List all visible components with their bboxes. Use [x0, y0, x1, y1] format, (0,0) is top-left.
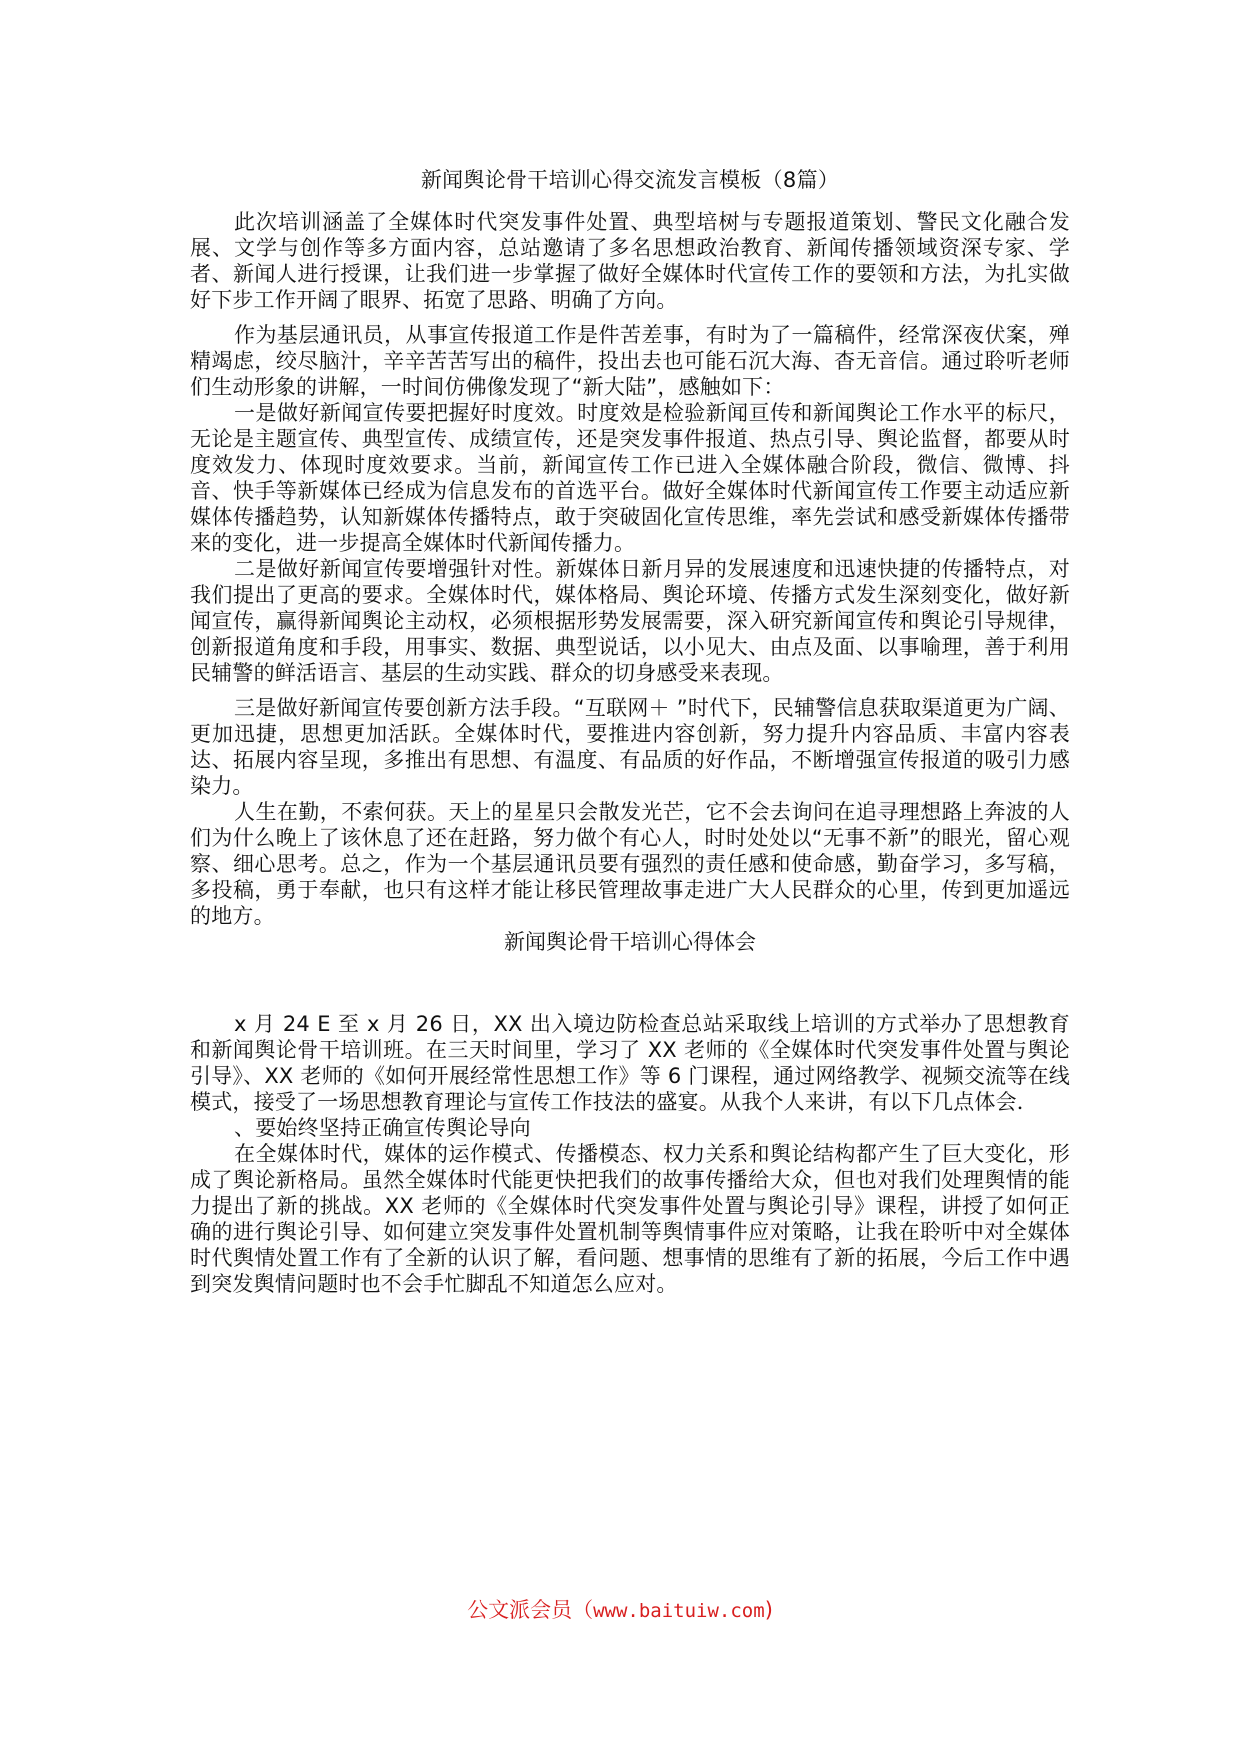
paragraph-background: 作为基层通讯员，从事宣传报道工作是件苦差事，有时为了一篇稿件，经常深夜伏案，殚精竭虑，绞尽脑汁，辛辛苦苦写出的稿件，投出去也可能石沉大海、杳无音信。通过聆听老师们生动形象的讲解，一时间仿佛像发现了“新大陆”，感触如下：: [190, 323, 1070, 399]
footer-close: ): [764, 1598, 773, 1622]
document-title: 新闻舆论骨干培训心得交流发言模板（8篇）: [420, 168, 840, 192]
document-body: [190, 165, 1070, 1297]
footer-url[interactable]: www.baituiw.com: [593, 1600, 765, 1622]
paragraph-conclusion: 人生在勤，不索何获。天上的星星只会散发光芒，它不会去询问在追寻理想路上奔波的人们为什么晚上了该休息了还在赶路，努力做个有心人，时时处处以“无事不新”的眼光，留心观察、细心思考。总之，作为一个基层通讯员要有强烈的责任感和使命感，勤奋学习，多写稿，多投稿，勇于奉献，也只有这样才能让移民管理故事走进广大人民群众的心里，传到更加遥远的地方。: [190, 800, 1070, 928]
paragraph-intro: 此次培训涵盖了全媒体时代突发事件处置、典型培树与专题报道策划、警民文化融合发展、文学与创作等多方面内容，总站邀请了多名思想政治教育、新闻传播领域资深专家、学者、新闻人进行授课，让我们进一步掌握了做好全媒体时代宣传工作的要领和方法，为扎实做好下步工作开阔了眼界、拓宽了思路、明确了方向。: [190, 210, 1070, 312]
footer-label: 公文派会员（: [467, 1598, 594, 1622]
paragraph-point-three: 三是做好新闻宣传要创新方法手段。“互联网＋ ”时代下，民辅警信息获取渠道更为广阔、更加迅捷，思想更加活跃。全媒体时代，要推进内容创新，努力提升内容品质、丰富内容表达、拓展内容呈现，多推出有思想、有温度、有品质的好作品，不断增强宣传报道的吸引力感染力。: [190, 696, 1070, 798]
section-subtitle: 新闻舆论骨干培训心得体会: [504, 930, 756, 954]
footer-watermark: [0, 1596, 1240, 1625]
paragraph-point-one: 一是做好新闻宣传要把握好时度效。时度效是检验新闻亘传和新闻舆论工作水平的标尺，无论是主题宣传、典型宣传、成绩宣传，还是突发事件报道、热点引导、舆论监督，都要从时度效发力、体现时度效要求。当前，新闻宣传工作已进入全媒体融合阶段，微信、微博、抖音、快手等新媒体已经成为信息发布的首选平台。做好全媒体时代新闻宣传工作要主动适应新媒体传播趋势，认知新媒体传播特点，敢于突破固化宣传思维，率先尝试和感受新媒体传播带来的变化，进一步提高全媒体时代新闻传播力。: [190, 401, 1070, 555]
paragraph-training-intro: x 月 24 E 至 x 月 26 日，XX 出入境边防检查总站采取线上培训的方式举办了思想教育和新闻舆论骨干培训班。在三天时间里，学习了 XX 老师的《全媒体时代突发事件处置与舆论引导》、XX 老师的《如何开展经常性思想工作》等 6 门课程，通过网络教学、视频交流等在线模式，接受了一场思想教育理论与宣传工作技法的盛宴。从我个人来讲，有以下几点体会．: [190, 1012, 1070, 1114]
paragraph-guidance: 在全媒体时代，媒体的运作模式、传播模态、权力关系和舆论结构都产生了巨大变化，形成了舆论新格局。虽然全媒体时代能更快把我们的故事传播给大众，但也对我们处理舆情的能力提出了新的挑战。XX 老师的《全媒体时代突发事件处置与舆论引导》课程，讲授了如何正确的进行舆论引导、如何建立突发事件处置机制等舆情事件应对策略，让我在聆听中对全媒体时代舆情处置工作有了全新的认识了解，看问题、想事情的思维有了新的拓展，今后工作中遇到突发舆情问题时也不会手忙脚乱不知道怎么应对。: [190, 1142, 1070, 1296]
section-heading: 、要始终坚持正确宣传舆论导向: [234, 1116, 531, 1140]
paragraph-point-two: 二是做好新闻宣传要增强针对性。新媒体日新月异的发展速度和迅速快捷的传播特点，对我们提出了更高的要求。全媒体时代，媒体格局、舆论环境、传播方式发生深刻变化，做好新闻宣传，赢得新闻舆论主动权，必须根据形势发展需要，深入研究新闻宣传和舆论引导规律，创新报道角度和手段，用事实、数据、典型说话，以小见大、由点及面、以事喻理，善于利用民辅警的鲜活语言、基层的生动实践、群众的切身感受来表现。: [190, 557, 1070, 685]
